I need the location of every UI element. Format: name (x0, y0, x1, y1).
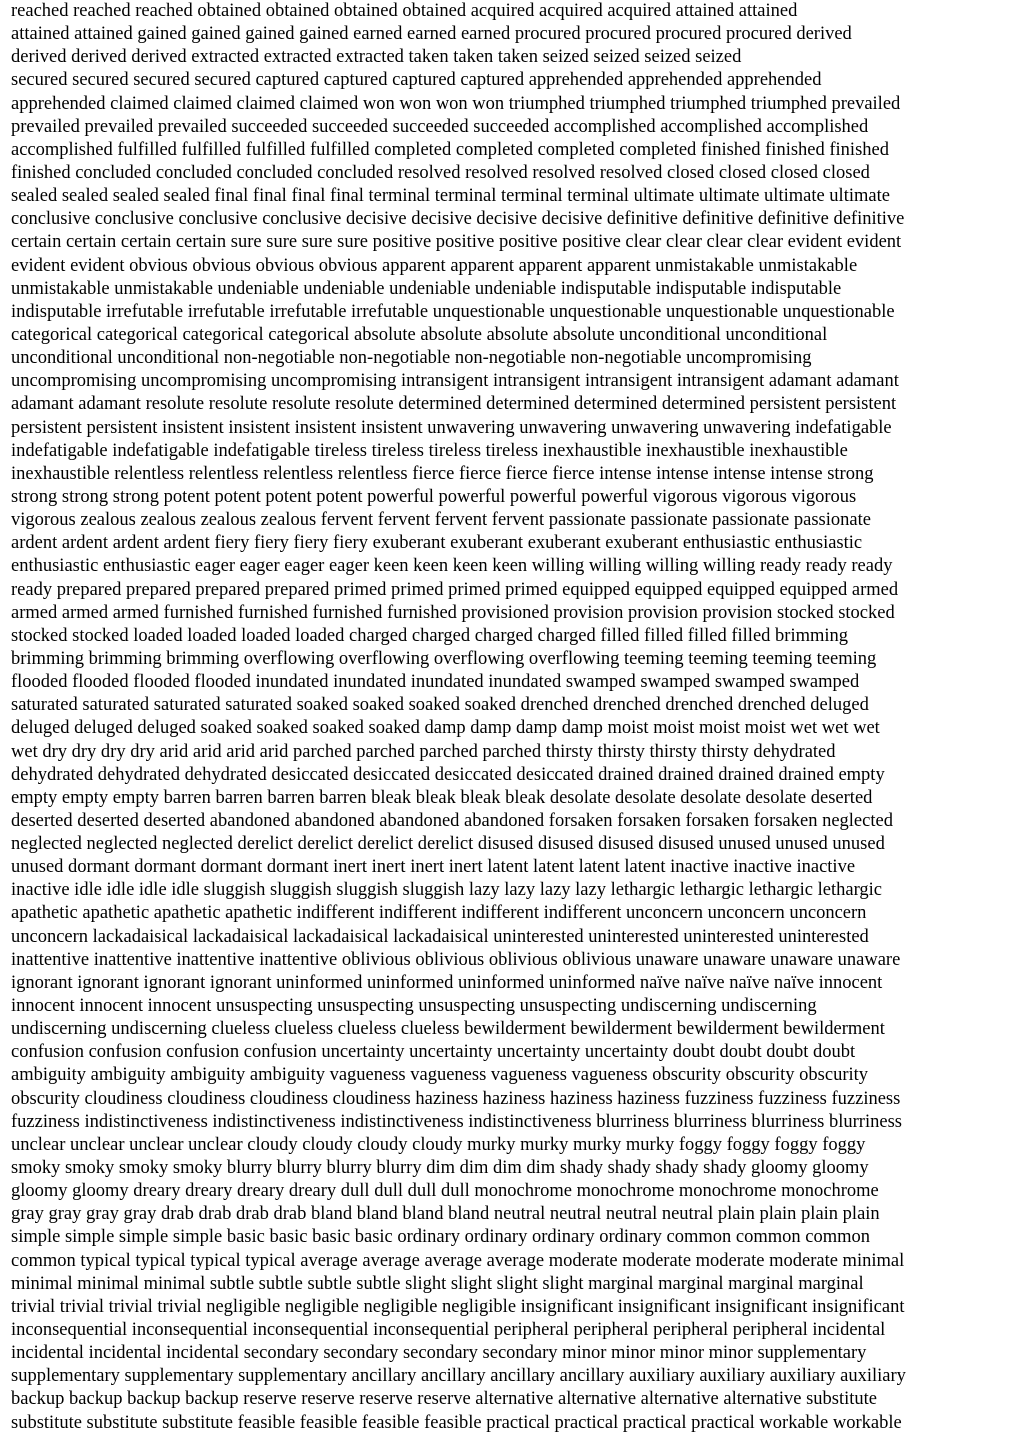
text-line: gloomy gloomy dreary dreary dreary dreary dull dull dull dull monochrome monochrome monochrome monochrome (11, 1181, 879, 1202)
body-text (11, 0, 1014, 1435)
text-line: unconditional unconditional non-negotiable non-negotiable non-negotiable non-negotiable uncompromising (11, 348, 812, 369)
text-line: trivial trivial trivial trivial negligible negligible negligible negligible insignificant insignificant insignificant insignificant (11, 1296, 905, 1317)
text-line: evident evident obvious obvious obvious obvious apparent apparent apparent apparent unmistakable unmistakable (11, 255, 858, 276)
text-line: common typical typical typical typical average average average average moderate moderate moderate moderate minimal (11, 1250, 905, 1271)
text-line: unclear unclear unclear unclear cloudy cloudy cloudy cloudy murky murky murky murky foggy foggy foggy foggy (11, 1134, 866, 1155)
text-line: apathetic apathetic apathetic apathetic indifferent indifferent indifferent indifferent unconcern unconcern unconcern (11, 903, 867, 924)
text-line: accomplished fulfilled fulfilled fulfilled fulfilled completed completed completed completed finished finished finished (11, 139, 889, 160)
text-line: ignorant ignorant ignorant ignorant uninformed uninformed uninformed uninformed naïve naïve naïve naïve innocent (11, 972, 883, 993)
text-line: categorical categorical categorical categorical absolute absolute absolute absolute unconditional unconditional (11, 324, 828, 345)
text-line: prevailed prevailed prevailed succeeded succeeded succeeded succeeded accomplished accomplished accomplished (11, 116, 869, 137)
text-line: incidental incidental incidental secondary secondary secondary secondary minor minor minor minor supplementary (11, 1343, 867, 1364)
text-line: stocked stocked loaded loaded loaded loaded charged charged charged charged filled filled filled filled brimming (11, 625, 848, 646)
text-line: vigorous zealous zealous zealous zealous fervent fervent fervent fervent passionate passionate passionate passionate (11, 510, 871, 531)
text-line: ardent ardent ardent ardent fiery fiery fiery fiery exuberant exuberant exuberant exuberant enthusiastic enthusiastic (11, 533, 863, 554)
text-line: simple simple simple simple basic basic basic basic ordinary ordinary ordinary ordinary common common common (11, 1227, 871, 1248)
text-line: innocent innocent innocent unsuspecting unsuspecting unsuspecting unsuspecting undiscerning undiscerning (11, 996, 817, 1017)
text-line: strong strong strong potent potent potent potent powerful powerful powerful powerful vigorous vigorous vigorous (11, 486, 857, 507)
text-line: confusion confusion confusion confusion uncertainty uncertainty uncertainty uncertainty doubt doubt doubt doubt (11, 1042, 856, 1063)
text-line: enthusiastic enthusiastic eager eager eager eager keen keen keen keen willing willing willing willing ready ready ready (11, 556, 893, 577)
text-line: ambiguity ambiguity ambiguity ambiguity vagueness vagueness vagueness vagueness obscurity obscurity obscurity (11, 1065, 869, 1086)
text-line: unmistakable unmistakable undeniable undeniable undeniable undeniable indisputable indisputable indisputable (11, 278, 842, 299)
text-line: deserted deserted deserted abandoned abandoned abandoned abandoned forsaken forsaken forsaken forsaken neglected (11, 810, 893, 831)
text-line: indisputable irrefutable irrefutable irrefutable irrefutable unquestionable unquestionable unquestionable unquestionable (11, 301, 895, 322)
text-line: armed armed armed furnished furnished furnished furnished provisioned provision provision provision stocked stocked (11, 602, 895, 623)
text-line: apprehended claimed claimed claimed claimed won won won won triumphed triumphed triumphed triumphed prevailed (11, 93, 901, 114)
text-line: minimal minimal minimal subtle subtle subtle subtle slight slight slight slight marginal marginal marginal marginal (11, 1273, 864, 1294)
text-line: conclusive conclusive conclusive conclusive decisive decisive decisive decisive definitive definitive definitive definitive (11, 209, 905, 230)
text-line: backup backup backup backup reserve reserve reserve reserve alternative alternative alternative alternative substitute (11, 1389, 877, 1410)
text-line: secured secured secured secured captured captured captured captured apprehended apprehended apprehended (11, 70, 822, 91)
text-line: unconcern lackadaisical lackadaisical lackadaisical lackadaisical uninterested uninterested uninterested uninterested (11, 926, 869, 947)
text-line: deluged deluged deluged soaked soaked soaked soaked damp damp damp damp moist moist moist moist wet wet wet (11, 718, 880, 739)
text-line: derived derived derived extracted extracted extracted taken taken taken seized seized seized seized (11, 47, 742, 68)
text-line: certain certain certain certain sure sure sure sure positive positive positive positive clear clear clear clear evident evident (11, 232, 902, 253)
text-line: indefatigable indefatigable indefatigable tireless tireless tireless tireless inexhaustible inexhaustible inexhaustible (11, 440, 848, 461)
text-line: neglected neglected neglected derelict derelict derelict derelict disused disused disused disused unused unused unused (11, 834, 885, 855)
text-line: saturated saturated saturated saturated soaked soaked soaked soaked drenched drenched drenched drenched deluged (11, 695, 869, 716)
text-line: gray gray gray gray drab drab drab drab bland bland bland bland neutral neutral neutral neutral plain plain plain plain (11, 1204, 880, 1225)
text-line: brimming brimming brimming overflowing overflowing overflowing overflowing teeming teeming teeming teeming (11, 648, 877, 669)
text-line: attained attained gained gained gained gained earned earned earned procured procured procured procured derived (11, 24, 852, 45)
text-line: flooded flooded flooded flooded inundated inundated inundated inundated swamped swamped swamped swamped (11, 672, 860, 693)
text-line: inexhaustible relentless relentless relentless relentless fierce fierce fierce fierce intense intense intense intense strong (11, 463, 874, 484)
text-line: unused dormant dormant dormant dormant inert inert inert inert latent latent latent latent inactive inactive inactive (11, 857, 856, 878)
text-line: smoky smoky smoky smoky blurry blurry blurry blurry dim dim dim dim shady shady shady shady gloomy gloomy (11, 1158, 869, 1179)
text-line: obscurity cloudiness cloudiness cloudiness cloudiness haziness haziness haziness haziness fuzziness fuzziness fuzziness (11, 1088, 901, 1109)
text-line: persistent persistent insistent insistent insistent insistent unwavering unwavering unwavering unwavering indefatigable (11, 417, 892, 438)
text-line: fuzziness indistinctiveness indistinctiveness indistinctiveness indistinctiveness blurriness blurriness blurriness blurriness (11, 1111, 902, 1132)
text-line: empty empty empty barren barren barren barren bleak bleak bleak bleak desolate desolate desolate desolate deserted (11, 787, 873, 808)
text-line: uncompromising uncompromising uncompromising intransigent intransigent intransigent intransigent adamant adamant (11, 371, 899, 392)
text-line: ready prepared prepared prepared prepared primed primed primed primed equipped equipped equipped equipped armed (11, 579, 899, 600)
text-line: dehydrated dehydrated dehydrated desiccated desiccated desiccated desiccated drained drained drained drained empty (11, 764, 885, 785)
text-line: reached reached reached obtained obtained obtained obtained acquired acquired acquired attained attained (11, 1, 798, 21)
text-line: wet dry dry dry dry arid arid arid arid parched parched parched parched thirsty thirsty thirsty thirsty dehydrated (11, 741, 836, 762)
text-line: inconsequential inconsequential inconsequential inconsequential peripheral peripheral peripheral peripheral incidental (11, 1320, 886, 1341)
text-line: adamant adamant resolute resolute resolute resolute determined determined determined determined persistent persistent (11, 394, 897, 415)
text-line: undiscerning undiscerning clueless clueless clueless clueless bewilderment bewilderment bewilderment bewilderment (11, 1019, 885, 1040)
text-line: inactive idle idle idle idle sluggish sluggish sluggish sluggish lazy lazy lazy lazy lethargic lethargic lethargic lethargic (11, 880, 882, 901)
text-line: sealed sealed sealed sealed final final final final terminal terminal terminal terminal ultimate ultimate ultimate ultimate (11, 186, 890, 207)
text-line: finished concluded concluded concluded concluded resolved resolved resolved resolved closed closed closed closed (11, 162, 870, 183)
text-line: inattentive inattentive inattentive inattentive oblivious oblivious oblivious oblivious unaware unaware unaware unaware (11, 949, 901, 970)
text-line: substitute substitute substitute feasible feasible feasible feasible practical practical practical practical workable workable (11, 1412, 902, 1433)
text-line: supplementary supplementary supplementary ancillary ancillary ancillary ancillary auxiliary auxiliary auxiliary auxiliary (11, 1366, 906, 1387)
